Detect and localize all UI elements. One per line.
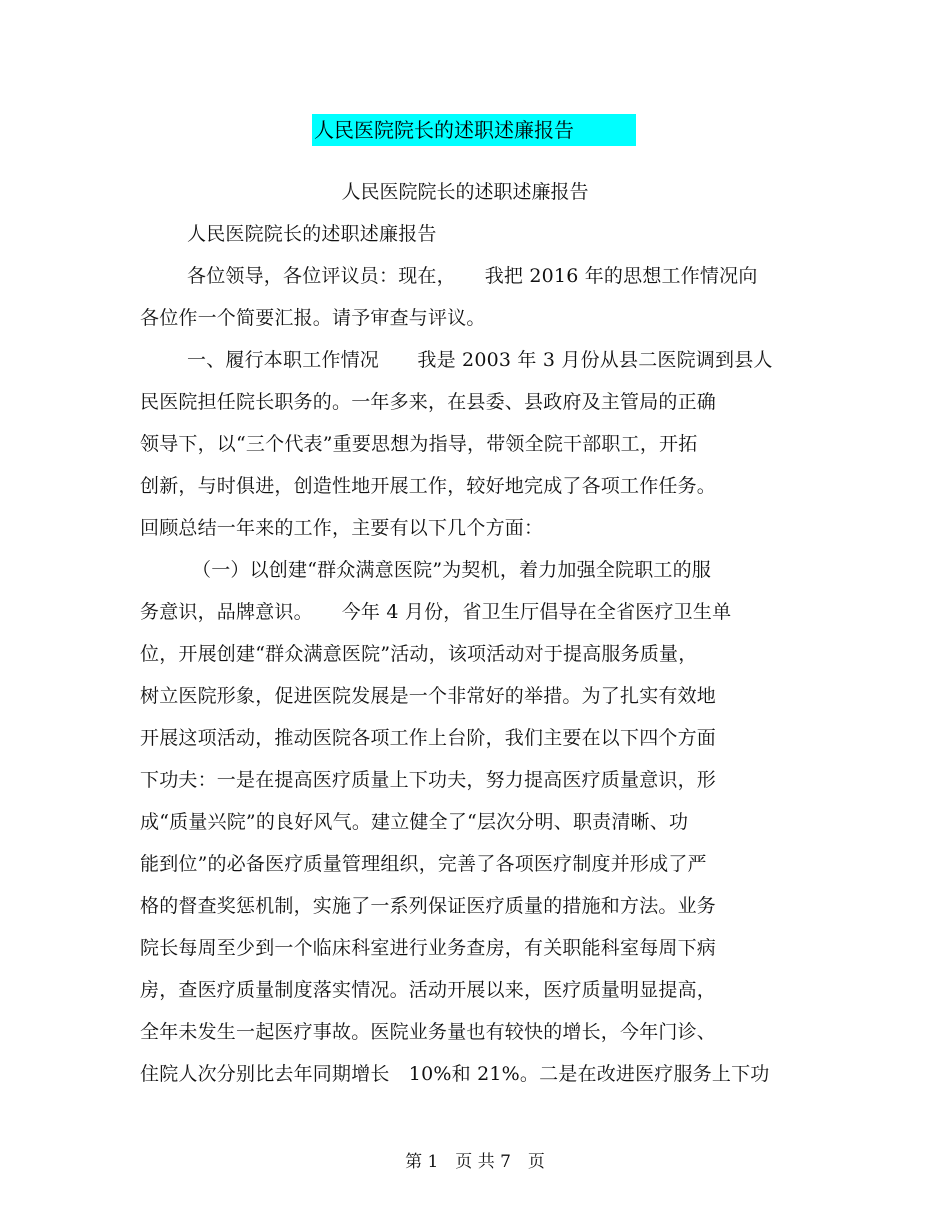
body-line: 各位领导，各位评议员：现在， 我把 2016 年的思想工作情况向 [187, 265, 758, 287]
page-footer: 第 1 页 共 7 页 [405, 1152, 545, 1172]
body-line: 能到位”的必备医疗质量管理组织，完善了各项医疗制度并形成了严 [140, 853, 707, 875]
document-subtitle: 人民医院院长的述职述廉报告 [341, 181, 589, 203]
body-line: 全年未发生一起医疗事故。医院业务量也有较快的增长，今年门诊、 [140, 1021, 717, 1043]
body-line: 人民医院院长的述职述廉报告 [187, 223, 437, 245]
body-line: 树立医院形象，促进医院发展是一个非常好的举措。为了扎实有效地 [140, 685, 717, 707]
body-line: 院长每周至少到一个临床科室进行业务查房，有关职能科室每周下病 [140, 937, 717, 959]
body-line: 格的督查奖惩机制，实施了一系列保证医疗质量的措施和方法。业务 [140, 895, 717, 917]
body-line: 领导下，以“三个代表”重要思想为指导，带领全院干部职工，开拓 [140, 433, 698, 455]
body-line: 住院人次分别比去年同期增长 10%和 21%。二是在改进医疗服务上下功 [140, 1063, 770, 1085]
body-line: 创新，与时俱进，创造性地开展工作，较好地完成了各项工作任务。 [140, 475, 717, 497]
body-line: 房，查医疗质量制度落实情况。活动开展以来，医疗质量明显提高， [140, 979, 717, 1001]
body-line: 民医院担任院长职务的。一年多来，在县委、县政府及主管局的正确 [140, 391, 717, 413]
body-line: 一、履行本职工作情况 我是 2003 年 3 月份从县二医院调到县人 [187, 349, 773, 371]
body-line: 各位作一个简要汇报。请予审查与评议。 [140, 307, 486, 329]
body-line: 开展这项活动，推动医院各项工作上台阶，我们主要在以下四个方面 [140, 727, 717, 749]
body-line: 回顾总结一年来的工作，主要有以下几个方面： [140, 517, 544, 539]
highlighted-title-banner [312, 114, 636, 146]
body-line: （一）以创建“群众满意医院”为契机，着力加强全院职工的服 [192, 559, 712, 581]
body-line: 下功夫：一是在提高医疗质量上下功夫，努力提高医疗质量意识，形 [140, 769, 717, 791]
body-line: 位，开展创建“群众满意医院”活动，该项活动对于提高服务质量， [140, 643, 698, 665]
body-line: 务意识，品牌意识。 今年 4 月份，省卫生厅倡导在全省医疗卫生单 [140, 601, 732, 623]
body-line: 成“质量兴院”的良好风气。建立健全了“层次分明、职责清晰、功 [140, 811, 689, 833]
banner-title: 人民医院院长的述职述廉报告 [314, 118, 574, 142]
